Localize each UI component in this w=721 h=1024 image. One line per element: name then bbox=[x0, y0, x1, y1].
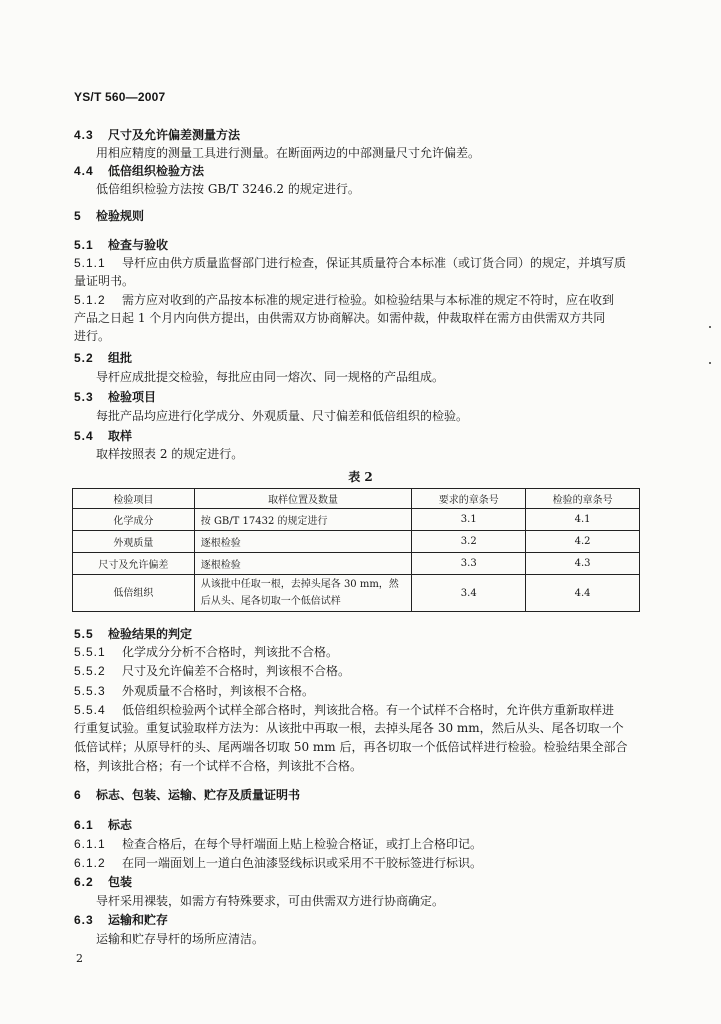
paragraph-line: 进行。 bbox=[74, 329, 111, 343]
column-header: 检验项目 bbox=[73, 489, 195, 509]
table-row bbox=[73, 553, 640, 575]
paragraph-line: 行重复试验。重复试验取样方法为：从该批中再取一根，去掉头尾各 30 mm，然后从头、尾各切取一个 bbox=[74, 721, 624, 735]
table-cell: 3.4 bbox=[412, 575, 526, 612]
paragraph-line: 低倍组织检验方法按 GB/T 3246.2 的规定进行。 bbox=[96, 182, 360, 196]
table-row bbox=[73, 575, 640, 612]
paragraph-line: 6.1.1 检查合格后，在每个导杆端面上贴上检验合格证，或打上合格印记。 bbox=[74, 837, 483, 851]
paragraph-line: 5.5.3 外观质量不合格时，判该根不合格。 bbox=[74, 684, 315, 698]
paragraph-line: 5.5.4 低倍组织检验两个试样全部合格时，判该批合格。有一个试样不合格时，允许供方重新取样进 bbox=[74, 703, 615, 717]
paragraph-line: 取样按照表 2 的规定进行。 bbox=[96, 447, 244, 461]
paragraph-line: 5.5.2 尺寸及允许偏差不合格时，判该根不合格。 bbox=[74, 664, 351, 678]
section-heading: 5.3 检验项目 bbox=[74, 390, 157, 404]
section-heading: 6.3 运输和贮存 bbox=[74, 913, 169, 927]
column-header: 要求的章条号 bbox=[412, 489, 526, 509]
table-cell: 3.1 bbox=[412, 509, 526, 531]
paragraph-line: 5.1.2 需方应对收到的产品按本标准的规定进行检验。如检验结果与本标准的规定不符时，应在收到 bbox=[74, 293, 615, 307]
table-cell: 化学成分 bbox=[73, 509, 195, 531]
standard-code: YS/T 560—2007 bbox=[74, 90, 166, 104]
table-cell: 3.3 bbox=[412, 553, 526, 575]
table-cell bbox=[194, 575, 412, 612]
section-heading: 4.3 尺寸及允许偏差测量方法 bbox=[74, 128, 241, 142]
table-cell: 逐根检验 bbox=[194, 531, 412, 553]
table-cell: 4.1 bbox=[526, 509, 640, 531]
page-number: 2 bbox=[76, 952, 83, 965]
paragraph-line: 用相应精度的测量工具进行测量。在断面两边的中部测量尺寸允许偏差。 bbox=[96, 146, 481, 160]
table-cell: 4.2 bbox=[526, 531, 640, 553]
scan-speck bbox=[709, 326, 711, 328]
table-cell: 外观质量 bbox=[73, 531, 195, 553]
table-cell: 4.4 bbox=[526, 575, 640, 612]
cell-line: 后从头、尾各切取一个低倍试样 bbox=[200, 596, 341, 607]
paragraph-line: 量证明书。 bbox=[74, 274, 135, 288]
column-header: 检验的章条号 bbox=[526, 489, 640, 509]
paragraph-line: 6.1.2 在同一端面划上一道白色油漆竖线标识或采用不干胶标签进行标识。 bbox=[74, 856, 483, 870]
section-heading: 5.4 取样 bbox=[74, 429, 133, 443]
table-cell: 低倍组织 bbox=[73, 575, 195, 612]
table-cell: 3.2 bbox=[412, 531, 526, 553]
cell-line: 从该批中任取一根，去掉头尾各 30 mm，然 bbox=[200, 579, 399, 590]
table-row bbox=[73, 531, 640, 553]
table-cell: 按 GB/T 17432 的规定进行 bbox=[194, 509, 412, 531]
paragraph-line: 导杆采用裸装，如需方有特殊要求，可由供需双方进行协商确定。 bbox=[96, 894, 445, 908]
chapter-heading: 6 标志、包装、运输、贮存及质量证明书 bbox=[74, 788, 301, 802]
table-cell: 逐根检验 bbox=[194, 553, 412, 575]
table-header-row bbox=[73, 489, 640, 509]
paragraph-line: 5.5.1 化学成分分析不合格时，判该批不合格。 bbox=[74, 645, 339, 659]
paragraph-line: 格，判该批合格；有一个试样不合格，判该批不合格。 bbox=[74, 759, 363, 773]
sampling-table bbox=[72, 488, 640, 612]
table-cell: 4.3 bbox=[526, 553, 640, 575]
paragraph-line: 运输和贮存导杆的场所应清洁。 bbox=[96, 932, 265, 946]
paragraph-line: 产品之日起 1 个月内向供方提出，由供需双方协商解决。如需仲裁，仲裁取样在需方由供需双方共同 bbox=[74, 311, 606, 325]
section-heading: 5.1 检查与验收 bbox=[74, 238, 169, 252]
table-row bbox=[73, 509, 640, 531]
table-cell: 尺寸及允许偏差 bbox=[73, 553, 195, 575]
column-header: 取样位置及数量 bbox=[194, 489, 412, 509]
table-caption: 表 2 bbox=[348, 470, 373, 484]
paragraph-line: 导杆应成批提交检验，每批应由同一熔次、同一规格的产品组成。 bbox=[96, 370, 445, 384]
section-heading: 4.4 低倍组织检验方法 bbox=[74, 164, 205, 178]
section-heading: 5.5 检验结果的判定 bbox=[74, 627, 193, 641]
scan-speck bbox=[709, 362, 711, 364]
chapter-heading: 5 检验规则 bbox=[74, 209, 145, 223]
section-heading: 5.2 组批 bbox=[74, 351, 133, 365]
paragraph-line: 低倍试样；从原导杆的头、尾两端各切取 50 mm 后，再各切取一个低倍试样进行检验。检验结果全部合 bbox=[74, 740, 628, 754]
section-heading: 6.1 标志 bbox=[74, 818, 133, 832]
section-heading: 6.2 包装 bbox=[74, 875, 133, 889]
paragraph-line: 5.1.1 导杆应由供方质量监督部门进行检查，保证其质量符合本标准（或订货合同）的规定，并填写质 bbox=[74, 256, 627, 270]
paragraph-line: 每批产品均应进行化学成分、外观质量、尺寸偏差和低倍组织的检验。 bbox=[96, 409, 469, 423]
